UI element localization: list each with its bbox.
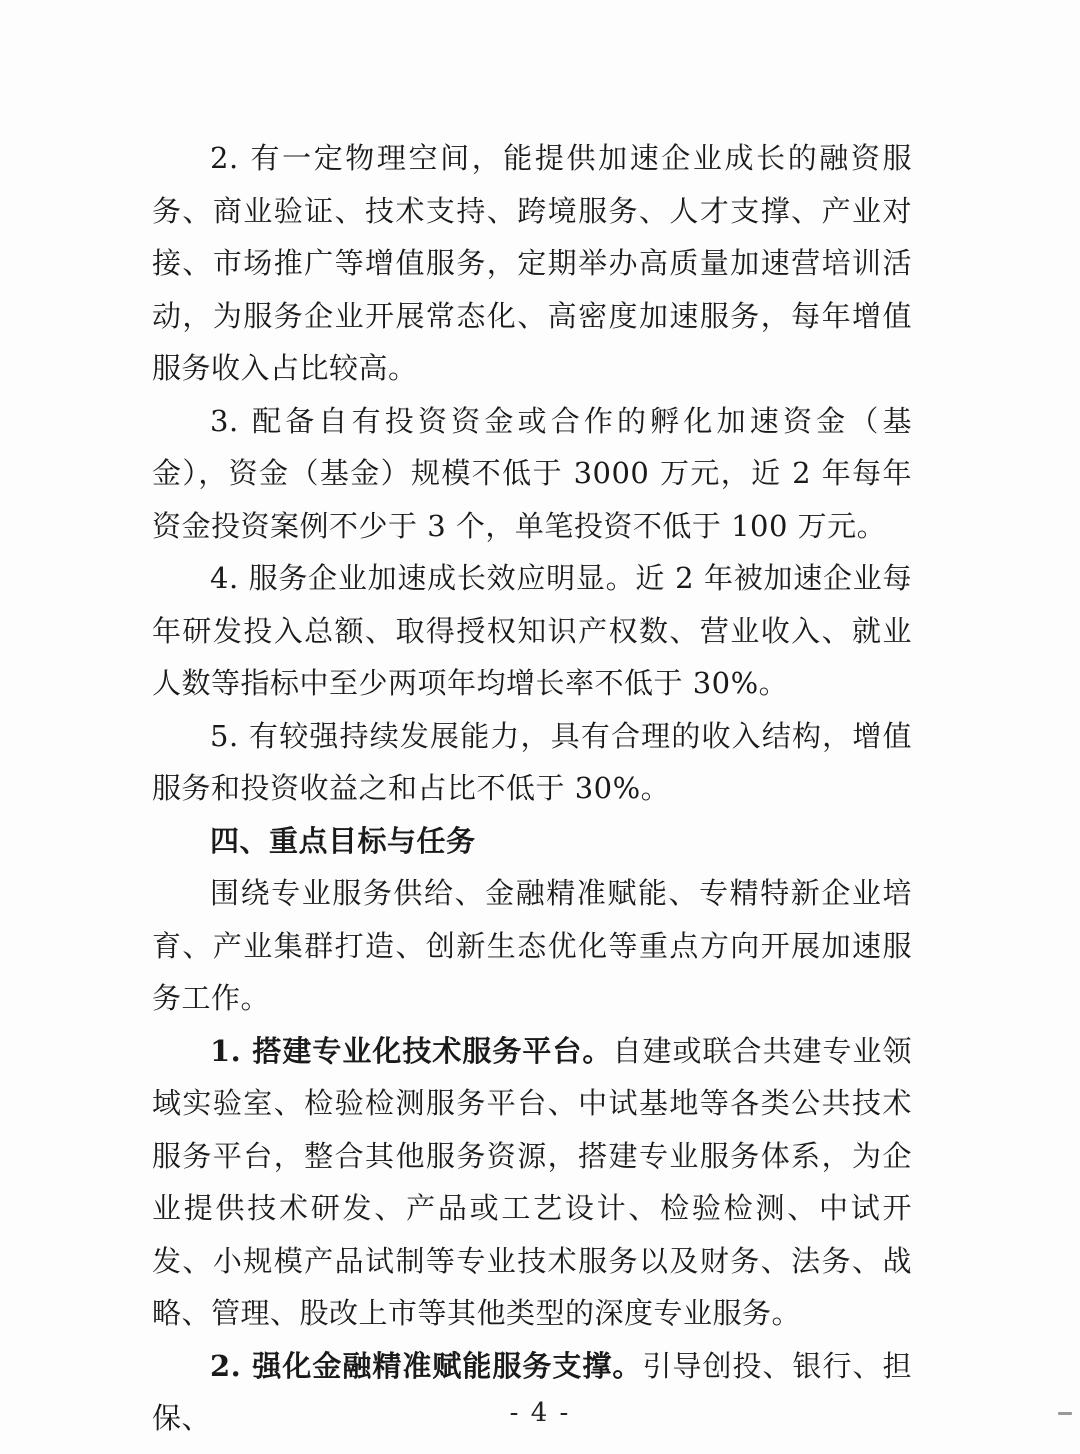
paragraph-criterion-2 [152, 132, 912, 395]
section-intro-text: 围绕专业服务供给、金融精准赋能、专精特新企业培育、产业集群打造、创新生态优化等重点方向开展加速服务工作。 [152, 876, 912, 1015]
document-body [152, 132, 912, 1445]
paragraph-text: 4. 服务企业加速成长效应明显。近 2 年被加速企业每年研发投入总额、取得授权知识产权数、营业收入、就业人数等指标中至少两项年均增长率不低于 30%。 [152, 561, 912, 700]
scan-artifact [1058, 1412, 1072, 1415]
task-1-paragraph [152, 1025, 912, 1340]
task-2-lead: 2. 强化金融精准赋能服务支撑。 [210, 1348, 643, 1383]
task-2-paragraph [152, 1340, 912, 1445]
paragraph-criterion-4 [152, 552, 912, 710]
section-heading [152, 815, 912, 868]
paragraph-text: 2. 有一定物理空间，能提供加速企业成长的融资服务、商业验证、技术支持、跨境服务、人才支撑、产业对接、市场推广等增值服务，定期举办高质量加速营培训活动，为服务企业开展常态化、高密度加速服务，每年增值服务收入占比较高。 [152, 141, 912, 385]
section-intro [152, 867, 912, 1025]
page-number: - 4 - [509, 1398, 571, 1428]
paragraph-criterion-5 [152, 710, 912, 815]
paragraph-text: 3. 配备自有投资资金或合作的孵化加速资金（基金），资金（基金）规模不低于 3000 万元，近 2 年每年资金投资案例不少于 3 个，单笔投资不低于 100 万元。 [152, 403, 912, 543]
section-heading-text: 四、重点目标与任务 [210, 823, 476, 858]
paragraph-text: 5. 有较强持续发展能力，具有合理的收入结构，增值服务和投资收益之和占比不低于 30%。 [152, 718, 912, 805]
task-1-text: 自建或联合共建专业领域实验室、检验检测服务平台、中试基地等各类公共技术服务平台，整合其他服务资源，搭建专业服务体系，为企业提供技术研发、产品或工艺设计、检验检测、中试开发、小规模产品试制等专业技术服务以及财务、法务、战略、管理、股改上市等其他类型的深度专业服务。 [152, 1033, 912, 1330]
paragraph-criterion-3 [152, 395, 912, 553]
task-1-lead: 1. 搭建专业化技术服务平台。 [210, 1033, 613, 1068]
task-2-text: 引导创投、银行、担保、 [152, 1348, 912, 1435]
